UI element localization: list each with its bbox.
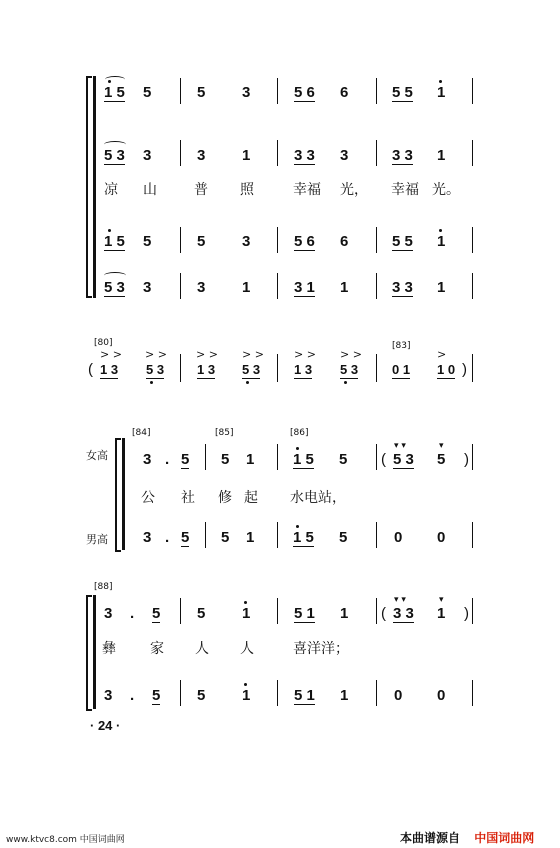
note: 3 — [143, 529, 152, 546]
note-group: 1 5 — [293, 529, 314, 546]
bar-line — [472, 522, 473, 548]
note: 1 — [242, 147, 251, 164]
high-octave-dot — [108, 80, 111, 83]
note: 3 — [242, 84, 251, 101]
note-group: 1 5 — [293, 451, 314, 468]
bar-line — [472, 354, 473, 382]
tie-mark — [104, 272, 126, 279]
note: 3 — [104, 605, 113, 622]
bar-line — [205, 444, 206, 470]
low-octave-dot — [150, 381, 153, 384]
note-group: 3 3 — [294, 147, 315, 164]
note: 5 — [339, 451, 348, 468]
note: 5 — [197, 687, 206, 704]
note-group: 5 6 — [294, 233, 315, 250]
bar-line — [472, 140, 473, 166]
note-group: 3 3 — [392, 147, 413, 164]
note-group: 1 3 — [197, 362, 216, 377]
footer-source-prefix: 本曲谱源自 — [400, 831, 461, 845]
note-group: 5 5 — [392, 233, 413, 250]
rehearsal-mark: [85] — [215, 428, 234, 438]
note: 1 — [437, 279, 446, 296]
note: 5 — [181, 451, 190, 468]
accent-marks: > > — [294, 348, 316, 361]
bar-line — [472, 227, 473, 253]
note: 3 — [143, 279, 152, 296]
note: 3 — [104, 687, 113, 704]
rehearsal-mark: [83] — [392, 341, 411, 351]
bar-line — [376, 680, 377, 706]
bar-line — [277, 444, 278, 470]
note: 0 — [394, 687, 403, 704]
bar-line — [277, 140, 278, 166]
note-group: 5 5 — [392, 84, 413, 101]
note-group: 5 6 — [294, 84, 315, 101]
note-group: 3 3 — [392, 279, 413, 296]
rehearsal-mark: [86] — [290, 428, 309, 438]
bar-line — [472, 598, 473, 624]
note-group: 5 3 — [146, 362, 165, 377]
bar-line — [180, 140, 181, 166]
accent-marks: > > — [242, 348, 264, 361]
lyric: 山 — [143, 182, 157, 198]
lyric: 喜洋洋； — [293, 641, 349, 657]
system-brace — [86, 76, 92, 298]
bar-line — [277, 78, 278, 104]
note-group: 5 3 — [104, 279, 125, 296]
note-group: 3 3 — [393, 605, 414, 622]
note: 5 — [437, 451, 446, 468]
bar-line — [376, 227, 377, 253]
note: . — [130, 605, 135, 622]
note-group: 1 5 — [104, 233, 125, 250]
voice-label-female: 女高 — [86, 449, 108, 462]
high-octave-dot — [244, 683, 247, 686]
lyric: 照 — [240, 182, 254, 198]
close-paren: ) — [462, 361, 467, 378]
accent-marks: > > — [145, 348, 167, 361]
high-octave-dot — [108, 229, 111, 232]
accent-marks: > > — [196, 348, 218, 361]
lyric: 普 — [194, 182, 208, 198]
lyric: 光。 — [432, 182, 460, 198]
bar-line — [180, 273, 181, 299]
system-brace — [115, 438, 121, 552]
bar-line — [472, 444, 473, 470]
high-octave-dot — [439, 80, 442, 83]
note: 3 — [143, 451, 152, 468]
bar-line — [376, 273, 377, 299]
high-octave-dot — [439, 229, 442, 232]
high-octave-dot — [296, 525, 299, 528]
note: 0 — [437, 687, 446, 704]
note-group: 3 1 — [294, 279, 315, 296]
note-group: 1 3 — [100, 362, 119, 377]
system-start-bar — [122, 438, 125, 550]
accent-marks: > — [437, 348, 447, 361]
close-paren: ) — [464, 451, 469, 468]
lyric: 光， — [340, 182, 368, 198]
note-group: 1 5 — [104, 84, 125, 101]
note: 5 — [197, 233, 206, 250]
bar-line — [277, 680, 278, 706]
bar-line — [180, 680, 181, 706]
bar-line — [180, 227, 181, 253]
bar-line — [277, 522, 278, 548]
bar-line — [205, 522, 206, 548]
open-paren: ( — [381, 451, 386, 468]
note: 1 — [340, 605, 349, 622]
bar-line — [180, 78, 181, 104]
bar-line — [376, 140, 377, 166]
voice-label-male: 男高 — [86, 533, 108, 546]
note: 3 — [197, 279, 206, 296]
lyric: 幸福 — [293, 182, 321, 198]
note: 5 — [143, 84, 152, 101]
system-start-bar — [93, 76, 96, 298]
note: 1 — [437, 147, 446, 164]
bar-line — [472, 78, 473, 104]
rehearsal-mark: [84] — [132, 428, 151, 438]
low-octave-dot — [246, 381, 249, 384]
accent-marks: > > — [340, 348, 362, 361]
note-group: 1 3 — [294, 362, 313, 377]
close-paren: ) — [464, 605, 469, 622]
note-group: 5 3 — [340, 362, 359, 377]
system-brace — [86, 595, 92, 711]
note: 3 — [143, 147, 152, 164]
note-group: 5 1 — [294, 687, 315, 704]
note: 5 — [197, 605, 206, 622]
footer-brand[interactable]: 中国词曲网 — [474, 831, 535, 845]
lyric: 家 — [150, 641, 164, 657]
lyric: 修 — [218, 490, 232, 506]
note: 1 — [246, 529, 255, 546]
lyric: 社 — [181, 490, 195, 506]
note: 5 — [339, 529, 348, 546]
lyric: 彝 — [102, 641, 116, 657]
system-start-bar — [93, 595, 96, 709]
lyric: 凉 — [104, 182, 118, 198]
note: 3 — [340, 147, 349, 164]
lyric: 人 — [240, 641, 254, 657]
bar-line — [277, 598, 278, 624]
note: 1 — [437, 84, 446, 101]
note: 5 — [197, 84, 206, 101]
lyric: 公 — [141, 490, 155, 506]
bar-line — [376, 354, 377, 382]
rehearsal-mark: [88] — [94, 582, 113, 592]
staccato-mark: ▾ — [439, 595, 444, 605]
lyric: 水电站， — [290, 490, 346, 506]
high-octave-dot — [244, 601, 247, 604]
note-group: 5 3 — [242, 362, 261, 377]
page-number: · 24 · — [90, 718, 121, 733]
bar-line — [472, 273, 473, 299]
note: 5 — [221, 529, 230, 546]
staccato-marks: ▾ ▾ — [394, 441, 406, 451]
note-group: 5 3 — [104, 147, 125, 164]
note: 0 — [437, 529, 446, 546]
note: . — [165, 529, 170, 546]
note: 5 — [152, 687, 161, 704]
note-group: 1 0 — [437, 362, 456, 377]
note: 0 — [394, 529, 403, 546]
note-group: 0 1 — [392, 362, 411, 377]
footer-source — [400, 829, 534, 846]
footer-website[interactable]: www.ktvc8.com 中国词曲网 — [6, 835, 125, 845]
note: . — [165, 451, 170, 468]
bar-line — [277, 354, 278, 382]
staccato-marks: ▾ ▾ — [394, 595, 406, 605]
note-group: 5 3 — [393, 451, 414, 468]
note: 5 — [152, 605, 161, 622]
lyric: 人 — [195, 641, 209, 657]
bar-line — [376, 78, 377, 104]
note: 5 — [143, 233, 152, 250]
staccato-mark: ▾ — [439, 441, 444, 451]
note: 1 — [242, 605, 251, 622]
bar-line — [277, 273, 278, 299]
note: 1 — [242, 687, 251, 704]
accent-marks: > > — [100, 348, 122, 361]
bar-line — [277, 227, 278, 253]
open-paren: ( — [88, 361, 93, 378]
bar-line — [180, 354, 181, 382]
note: 1 — [437, 233, 446, 250]
note: 1 — [340, 687, 349, 704]
note: 3 — [242, 233, 251, 250]
note: 3 — [197, 147, 206, 164]
note-group: 5 1 — [294, 605, 315, 622]
bar-line — [376, 444, 377, 470]
note: 5 — [181, 529, 190, 546]
note: 6 — [340, 84, 349, 101]
high-octave-dot — [296, 447, 299, 450]
lyric: 起 — [244, 490, 258, 506]
note: 1 — [242, 279, 251, 296]
rehearsal-mark: [80] — [94, 338, 113, 348]
lyric: 幸福 — [391, 182, 419, 198]
note: . — [130, 687, 135, 704]
note: 1 — [340, 279, 349, 296]
bar-line — [376, 598, 377, 624]
open-paren: ( — [381, 605, 386, 622]
bar-line — [376, 522, 377, 548]
bar-line — [180, 598, 181, 624]
low-octave-dot — [344, 381, 347, 384]
note: 6 — [340, 233, 349, 250]
note: 1 — [246, 451, 255, 468]
note: 5 — [221, 451, 230, 468]
note: 1 — [437, 605, 446, 622]
bar-line — [472, 680, 473, 706]
